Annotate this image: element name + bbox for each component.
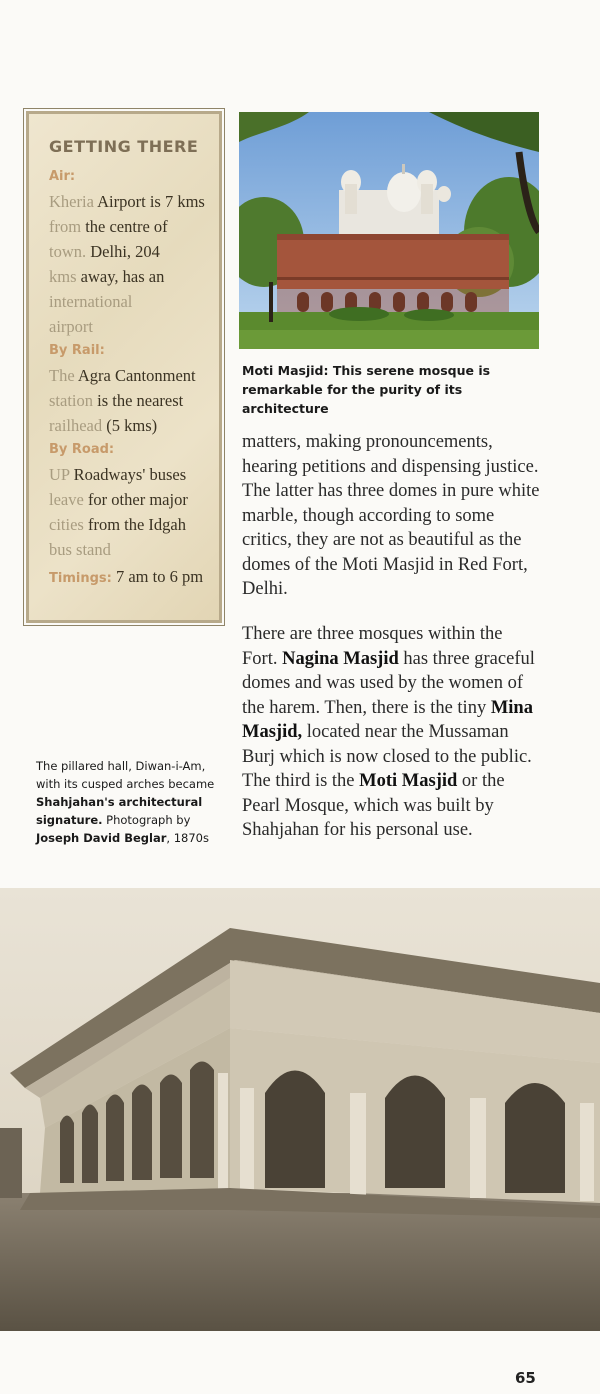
moti-masjid-name: Moti Masjid — [359, 771, 458, 791]
air-heading: Air: — [49, 169, 76, 184]
body-paragraph: There are three mosques within the Fort. Nagina Masjid has three graceful domes and was used by the women of the harem. Then, there is the tiny Mina Masjid, located near the Mussaman Burj which is now closed to the public. The third is the Moti Masjid or the Pearl Mosque, which was built by Shahjahan for his personal use. — [242, 624, 535, 840]
rail-line: station is the nearest — [49, 391, 184, 410]
rail-line: railhead (5 kms) — [49, 416, 158, 435]
road-line: UP Roadways' buses — [49, 465, 187, 484]
air-line: town. Delhi, 204 — [49, 242, 160, 261]
timings-line: Timings: 7 am to 6 pm — [49, 567, 204, 586]
air-line: international — [49, 292, 133, 311]
road-heading: By Road: — [49, 442, 115, 457]
air-line: Kheria Airport is 7 kms — [49, 192, 205, 211]
nagina-masjid-name: Nagina Masjid — [282, 648, 399, 669]
road-line: bus stand — [49, 540, 111, 559]
air-line: kms away, has an — [49, 267, 165, 286]
rail-line: The Agra Cantonment — [49, 366, 196, 385]
mina-masjid-name: Mina Masjid, — [242, 697, 533, 742]
body-paragraph: matters, making pronouncements, hearing petitions and dispensing justice. The latter has three domes in pure white marble, though according to some critics, they are not as beautiful as the domes of the Moti Masjid in Red Fort, Delhi. — [242, 432, 540, 599]
rail-heading: By Rail: — [49, 343, 105, 358]
diwan-i-am-photo — [0, 888, 600, 1331]
moti-masjid-photo — [239, 112, 539, 349]
diwan-i-am-caption: The pillared hall, Diwan-i-Am, with its cusped arches became Shahjahan's architectural signature. Photograph by Joseph David Beglar, 1870s — [36, 759, 215, 845]
air-line: airport — [49, 317, 93, 336]
road-line: cities from the Idgah — [49, 515, 187, 534]
getting-there-title: GETTING THERE — [49, 137, 199, 156]
getting-there-box — [26, 111, 222, 623]
page-number: 65 — [515, 1369, 536, 1387]
moti-masjid-caption: Moti Masjid: This serene mosque is remarkable for the purity of its architecture — [242, 363, 491, 416]
air-line: from the centre of — [49, 217, 168, 236]
road-line: leave for other major — [49, 490, 188, 509]
